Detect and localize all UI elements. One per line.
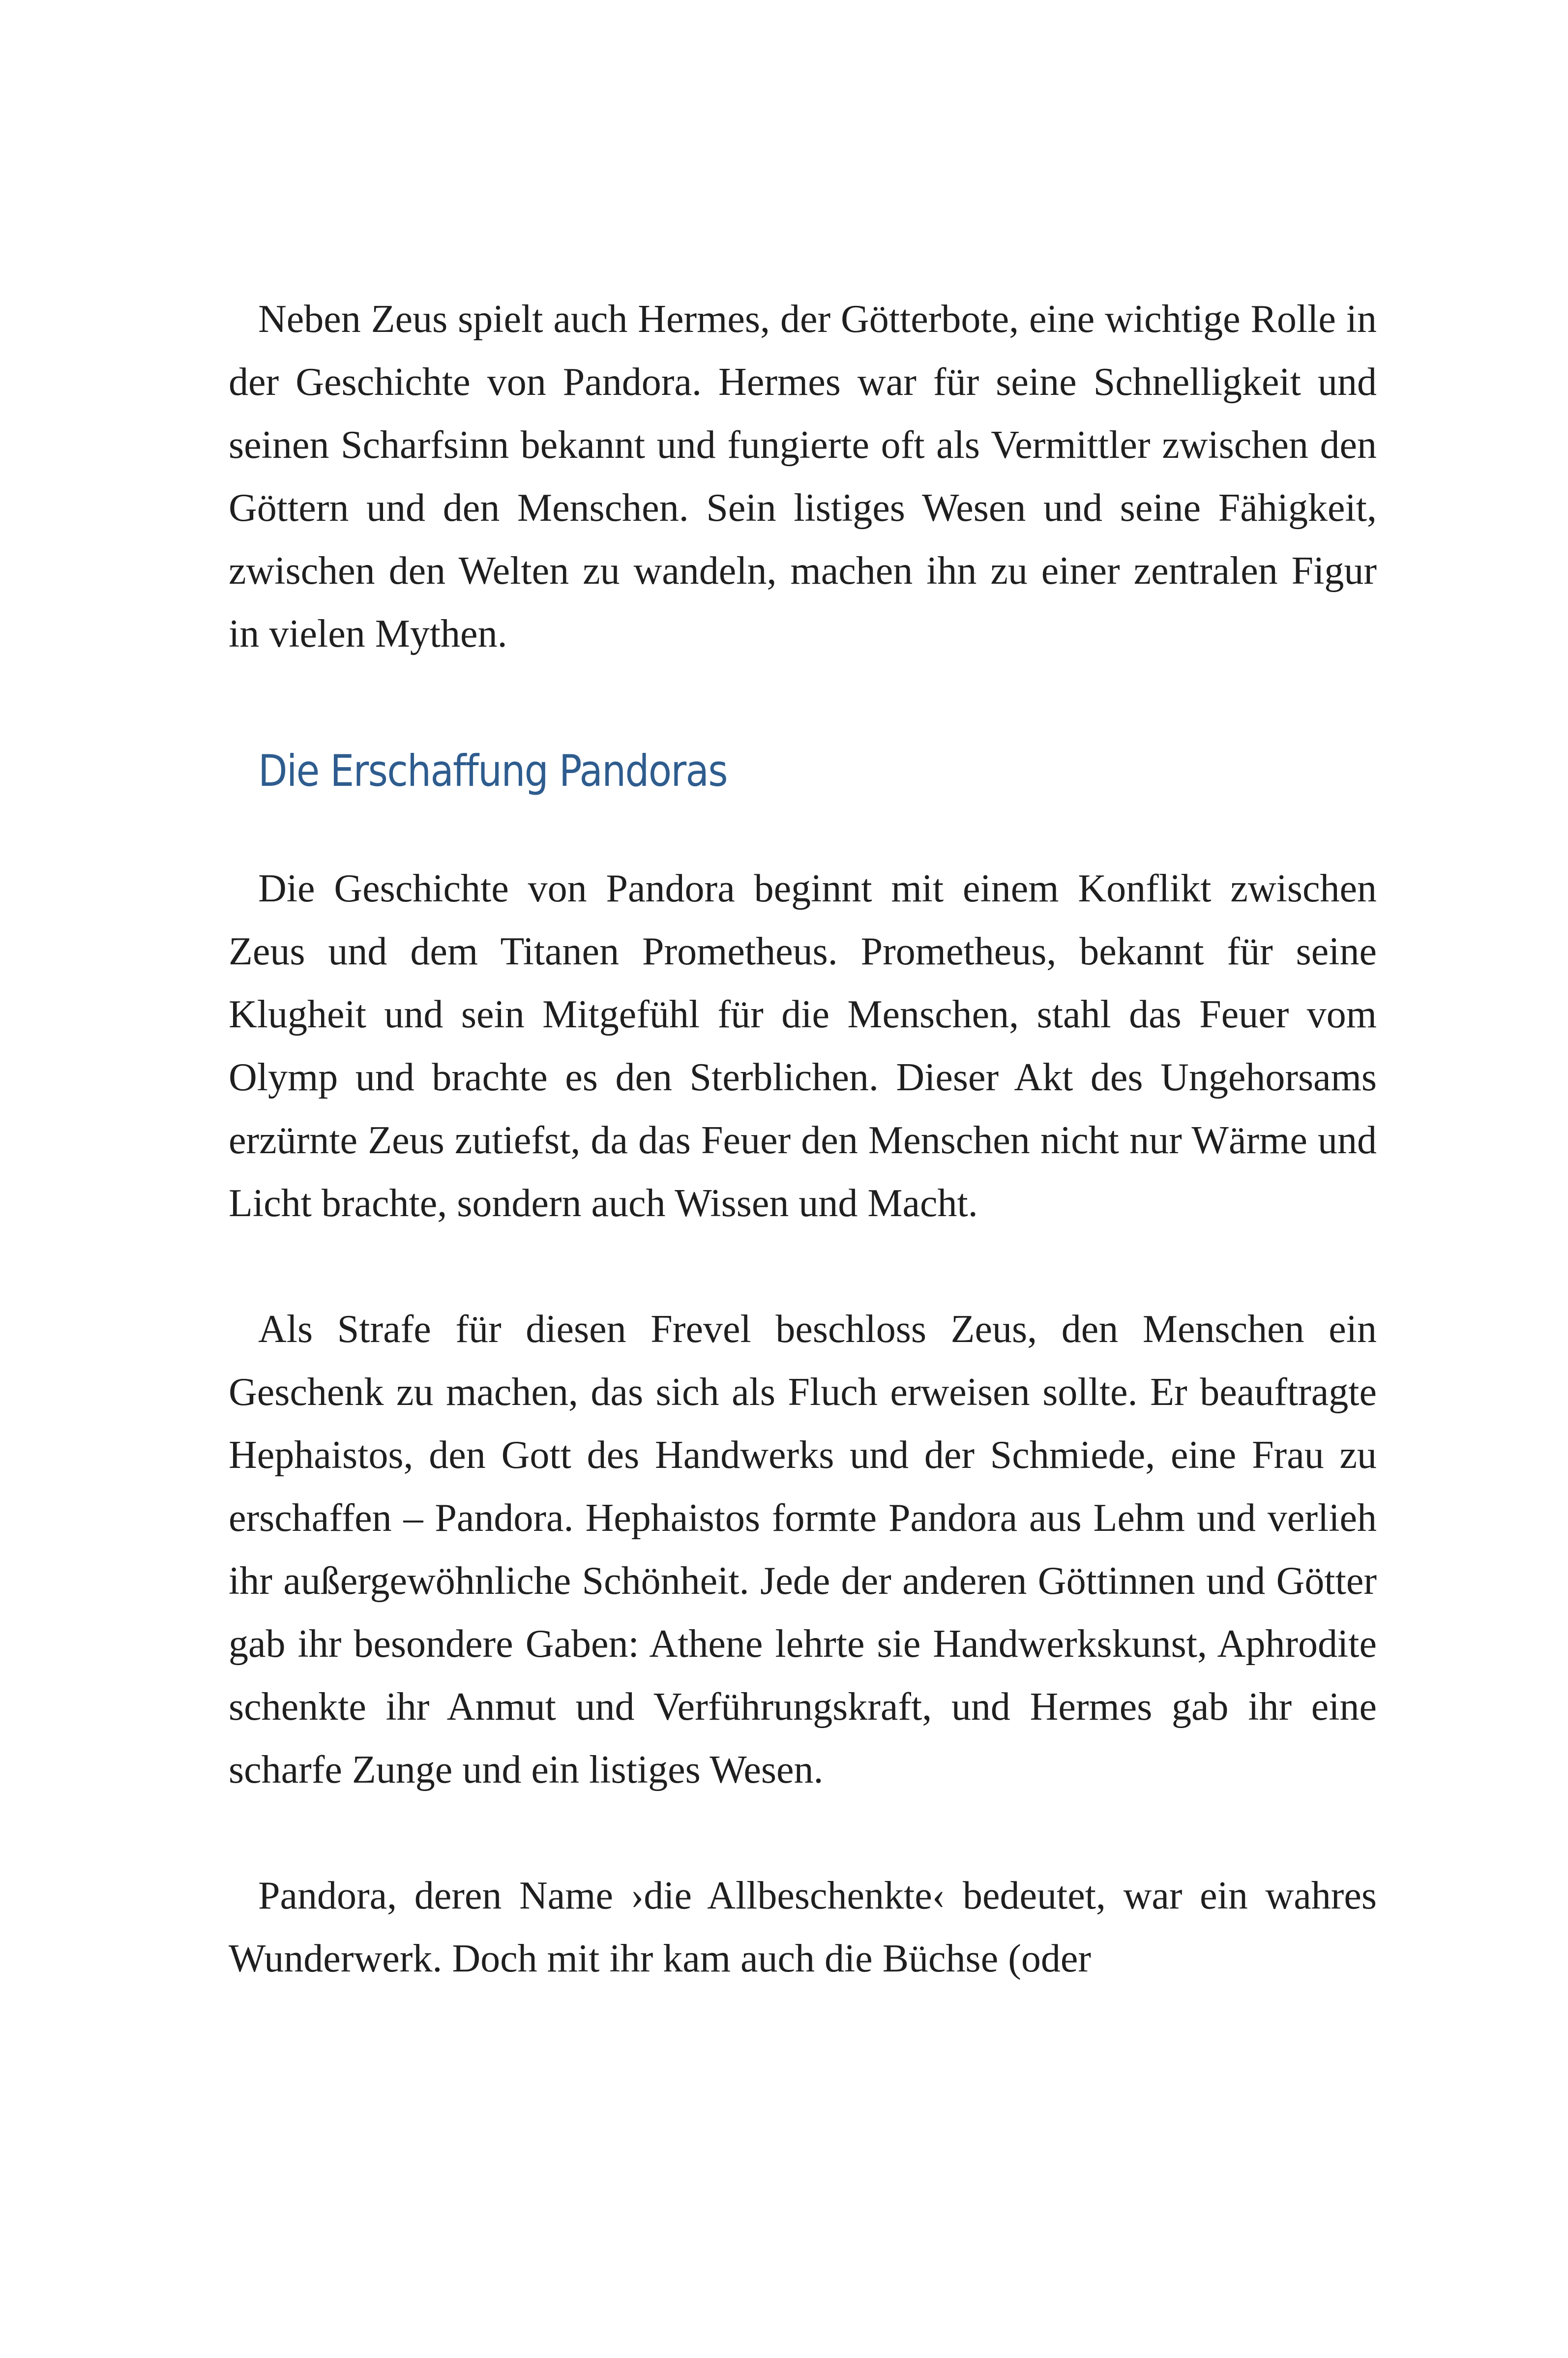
paragraph-hermes: Neben Zeus spielt auch Hermes, der Götterbote, eine wichtige Rolle in der Geschichte von Pandora. Hermes war für seine Schnelligkeit und seinen Scharfsinn bekannt und fungierte oft als Vermittler zwischen den Göttern und den Menschen. Sein listiges Wesen und seine Fähigkeit, zwischen den Welten zu wandeln, machen ihn zu einer zentralen Figur in vielen Mythen.	[229, 298, 1377, 656]
paragraph-prometheus: Die Geschichte von Pandora beginnt mit einem Konflikt zwischen Zeus und dem Titanen Prometheus. Prometheus, bekannt für seine Klugheit und sein Mitgefühl für die Menschen, stahl das Feuer vom Olymp und brachte es den Sterblichen. Dieser Akt des Ungehorsams erzürnte Zeus zutiefst, da das Feuer den Menschen nicht nur Wärme und Licht brachte, sondern auch Wissen und Macht.	[229, 867, 1377, 1225]
page-content	[229, 288, 1377, 1990]
paragraph-punishment: Als Strafe für diesen Frevel beschloss Zeus, den Menschen ein Geschenk zu machen, das sich als Fluch erweisen sollte. Er beauftragte Hephaistos, den Gott des Handwerks und der Schmiede, eine Frau zu erschaffen – Pandora. Hephaistos formte Pandora aus Lehm und verlieh ihr außergewöhnliche Schönheit. Jede der anderen Göttinnen und Götter gab ihr besondere Gaben: Athene lehrte sie Handwerkskunst, Aphrodite schenkte ihr Anmut und Verführungskraft, und Hermes gab ihr eine scharfe Zunge und ein listiges Wesen.	[229, 1308, 1377, 1791]
section-heading: Die Erschaffung Pandoras	[258, 746, 727, 796]
paragraph-pandora-name: Pandora, deren Name ›die Allbeschenkte‹ bedeutet, war ein wahres Wunderwerk. Doch mit ihr kam auch die Büchse (oder	[229, 1874, 1377, 1980]
